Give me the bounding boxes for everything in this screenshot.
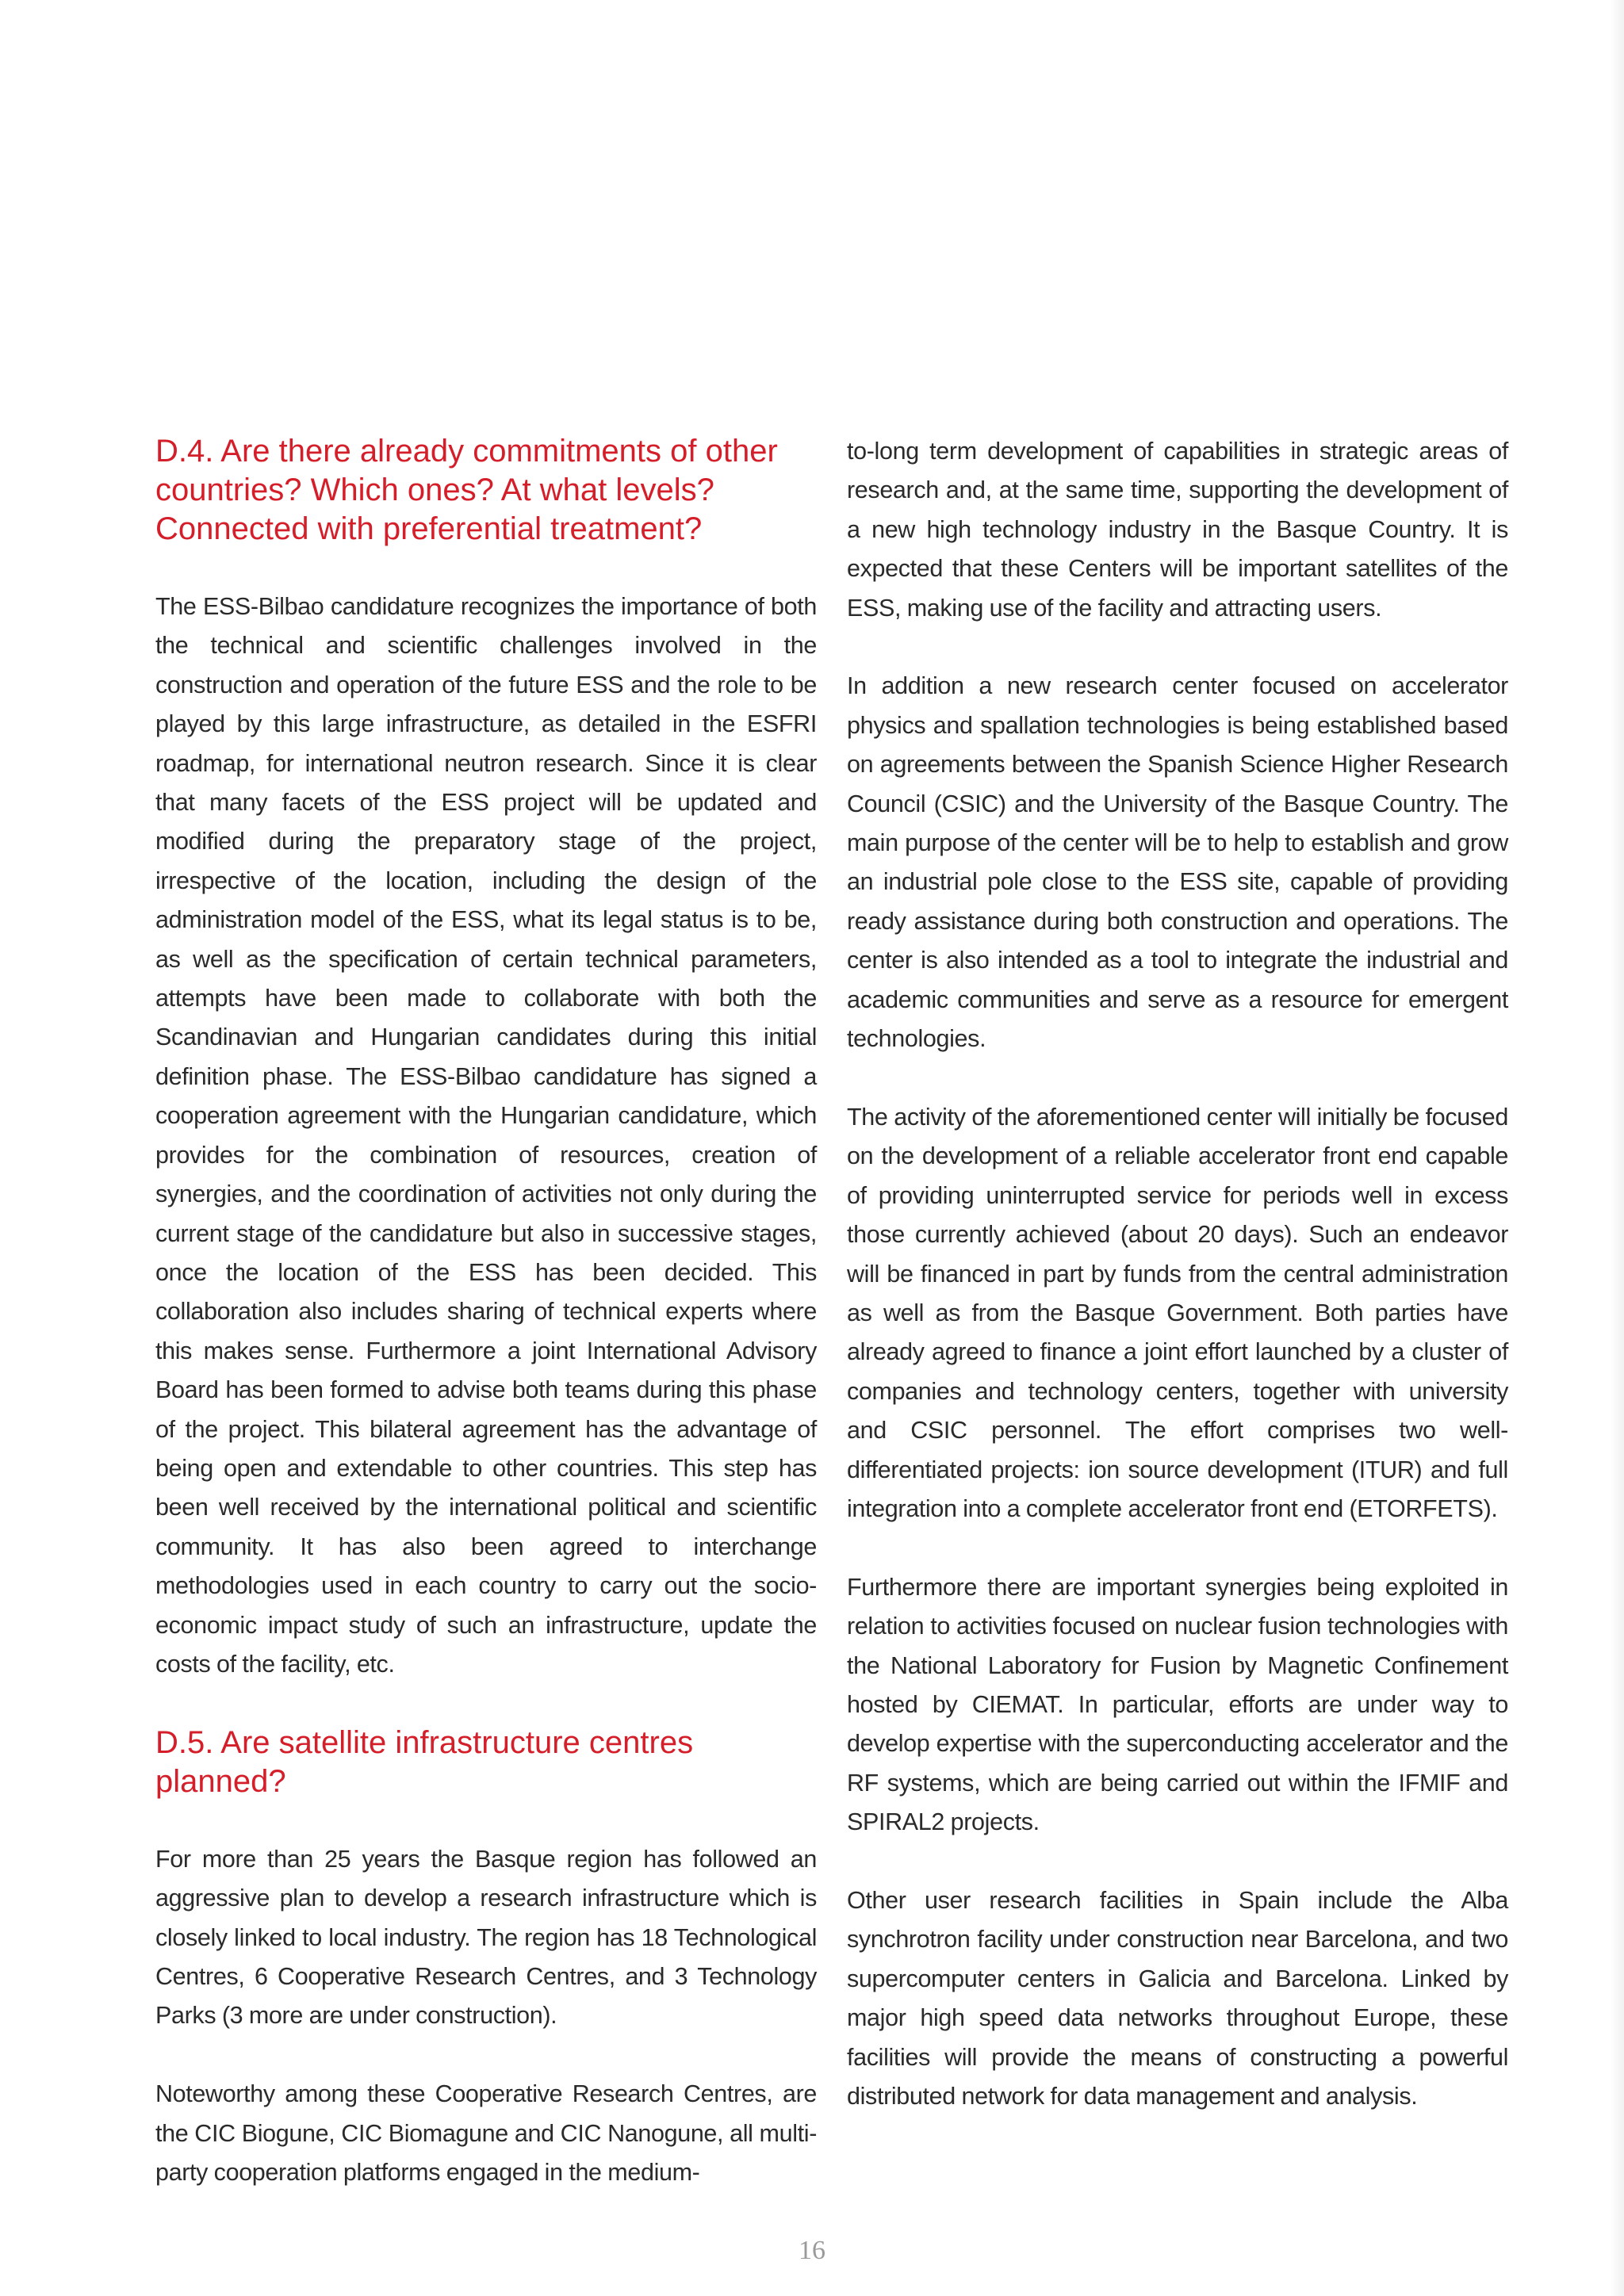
section-d5-paragraph-1: For more than 25 years the Basque region has followed an aggressive plan to develop a research infrastructure which is closely linked to local industry. The region has 18 Technological Centres, 6 Cooperative Research Centres, and 3 Technology Parks (3 more are under construction). (155, 1845, 817, 2030)
page-number: 16 (799, 2236, 825, 2265)
section-d5-paragraph-2: Noteworthy among these Cooperative Research Centres, are the CIC Biogune, CIC Biomagune and CIC Nanogune, all multi-party cooperation platforms engaged in the medium- (155, 2080, 817, 2186)
right-paragraph-3: The activity of the aforementioned center will initially be focused on the development of a reliable accelerator front end capable of providing uninterrupted service for periods well in excess those currently achieved (about 20 days). Such an endeavor will be financed in part by funds from the central administration as well as from the Basque Government. Both parties have already agreed to finance a joint effort launched by a cluster of companies and technology centers, together with university and CSIC personnel. The effort comprises two well-differentiated projects: ion source development (ITUR) and full integration into a complete accelerator front end (ETORFETS). (847, 1103, 1508, 1522)
left-column (155, 432, 817, 2192)
section-d5-heading: D.5. Are satellite infrastructure centres planned? (155, 1724, 694, 1799)
section-d4-paragraph-1: The ESS-Bilbao candidature recognizes the importance of both the technical and scientific challenges involved in the construction and operation of the future ESS and the role to be played by this large infrastructure, as detailed in the ESFRI roadmap, for international neutron research. Since it is clear that many facets of the ESS project will be updated and modified during the preparatory stage of the project, irrespective of the location, including the design of the administration model of the ESS, what its legal status is to be, as well as the specification of certain technical parameters, attempts have been made to collaborate with both the Scandinavian and Hungarian candidates during this initial definition phase. The ESS-Bilbao candidature has signed a cooperation agreement with the Hungarian candidature, which provides for the combination of resources, creation of synergies, and the coordination of activities not only during the current stage of the candidature but also in successive stages, once the location of the ESS has been decided. This collaboration also includes sharing of technical experts where this makes sense. Furthermore a joint International Advisory Board has been formed to advise both teams during this phase of the project. This bilateral agreement has the advantage of being open and extendable to other countries. This step has been well received by the international political and scientific community. It has also been agreed to interchange methodologies used in each country to carry out the socio-economic impact study of such an infrastructure, update the costs of the facility, etc. (155, 593, 817, 1678)
right-paragraph-5: Other user research facilities in Spain include the Alba synchrotron facility under construction near Barcelona, and two supercomputer centers in Galicia and Barcelona. Linked by major high speed data networks throughout Europe, these facilities will provide the means of constructing a powerful distributed network for data management and analysis. (847, 1886, 1508, 2110)
right-column (847, 432, 1508, 2116)
page-edge-shadow (1610, 0, 1624, 2296)
right-paragraph-2: In addition a new research center focused on accelerator physics and spallation technologies is being established based on agreements between the Spanish Science Higher Research Council (CSIC) and the University of the Basque Country. The main purpose of the center will be to help to establish and grow an industrial pole close to the ESS site, capable of providing ready assistance during both construction and operations. The center is also intended as a tool to integrate the industrial and academic communities and serve as a resource for emergent technologies. (847, 672, 1508, 1053)
section-d4-heading: D.4. Are there already commitments of other countries? Which ones? At what levels? Connected with preferential treatment? (155, 434, 778, 546)
right-paragraph-4: Furthermore there are important synergies being exploited in relation to activities focused on nuclear fusion technologies with the National Laboratory for Fusion by Magnetic Confinement hosted by CIEMAT. In particular, efforts are under way to develop expertise with the superconducting accelerator and the RF systems, which are being carried out within the IFMIF and SPIRAL2 projects. (847, 1573, 1508, 1836)
right-paragraph-1: to-long term development of capabilities in strategic areas of research and, at the same time, supporting the development of a new high technology industry in the Basque Country. It is expected that these Centers will be important satellites of the ESS, making use of the facility and attracting users. (847, 438, 1508, 622)
